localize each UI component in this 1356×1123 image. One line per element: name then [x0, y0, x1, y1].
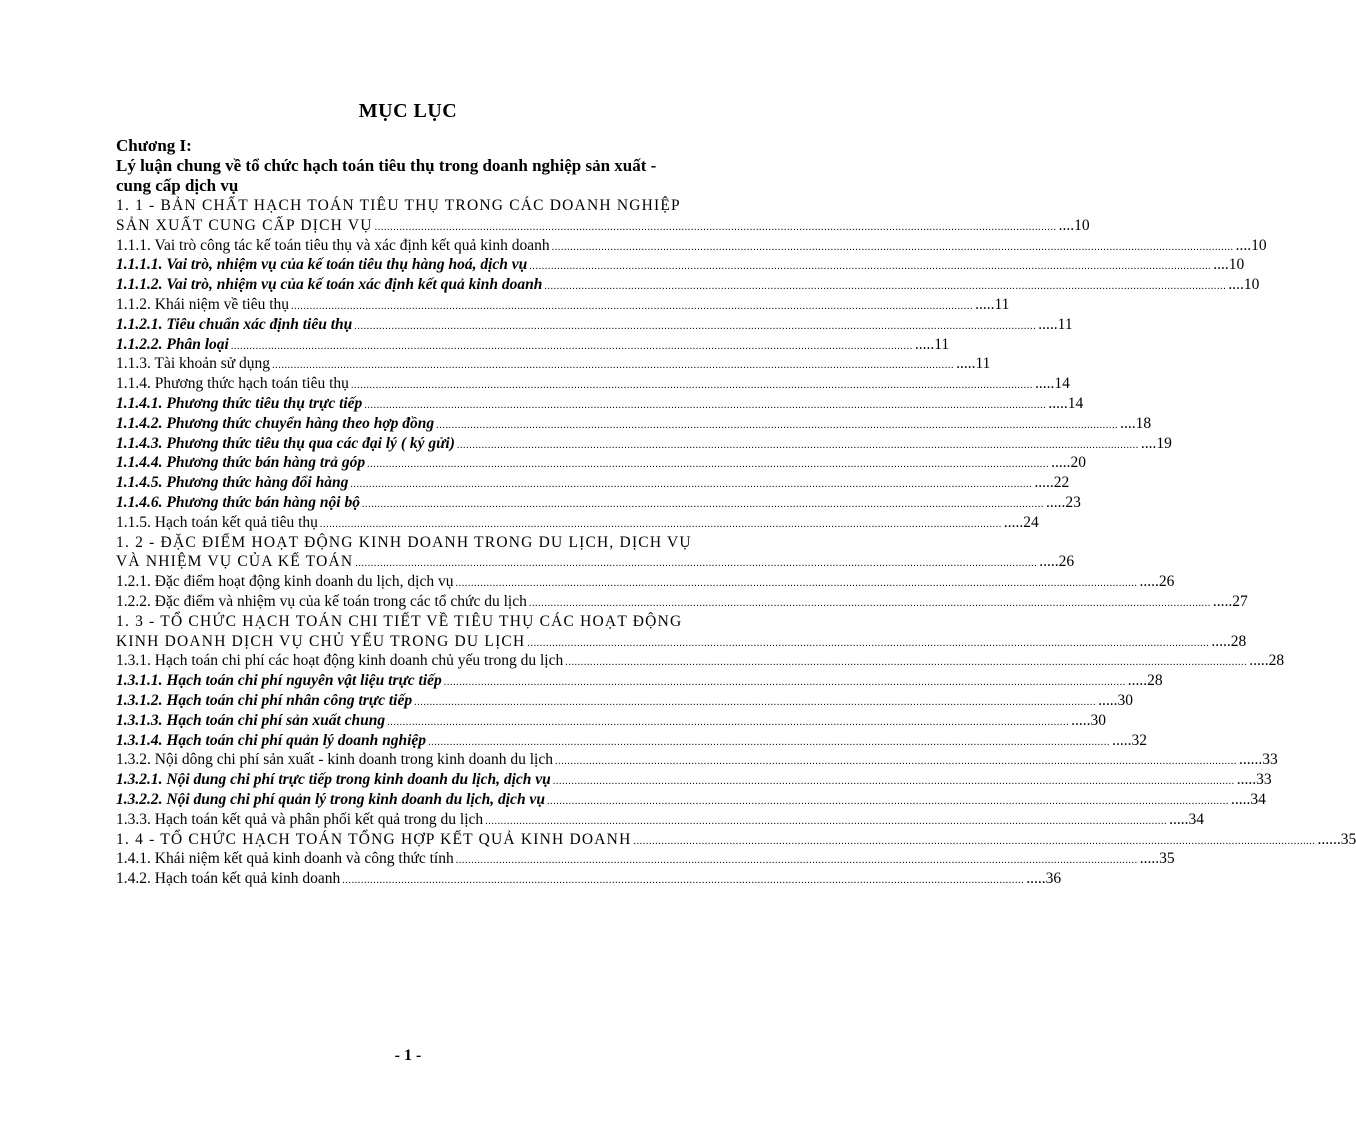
toc-leader-dots: ............................................................................................................................................................................................................................ — [633, 835, 1316, 847]
toc-leader-dots: ............................................................................................................................................................................................................................ — [455, 855, 1138, 867]
toc-leader-dots: ............................................................................................................................................................................................................................ — [374, 221, 1057, 233]
toc-entry[interactable] — [116, 731, 1147, 752]
table-of-contents — [116, 197, 1356, 890]
page-number: - 1 - — [394, 1047, 422, 1064]
toc-entry-title: 1.1.2.1. Tiêu chuẩn xác định tiêu thụ — [116, 315, 353, 333]
toc-entry-page: ......33 — [1238, 751, 1278, 769]
toc-entry-page: .....11 — [914, 335, 950, 353]
toc-entry-page: .....26 — [1039, 553, 1075, 571]
toc-entry[interactable] — [116, 315, 1073, 336]
toc-entry-page: ....10 — [1235, 236, 1267, 254]
toc-leader-dots: ............................................................................................................................................................................................................................ — [319, 518, 1002, 530]
page-title: MỤC LỤC — [358, 100, 458, 122]
toc-entry-page: .....14 — [1048, 394, 1084, 412]
toc-entry[interactable] — [116, 632, 1247, 653]
toc-leader-dots: ............................................................................................................................................................................................................................ — [455, 578, 1138, 590]
toc-entry-page: .....30 — [1071, 711, 1107, 729]
toc-leader-dots: ............................................................................................................................................................................................................................ — [361, 498, 1044, 510]
toc-entry[interactable] — [116, 771, 1272, 791]
toc-entry-page: ......35 — [1317, 830, 1356, 848]
toc-entry[interactable] — [116, 751, 1278, 771]
toc-entry-page: .....11 — [956, 355, 991, 373]
toc-entry-title: 1.3.2.2. Nội dung chi phí quản lý trong kinh doanh du lịch, dịch vụ — [116, 790, 545, 808]
toc-leader-dots: ............................................................................................................................................................................................................................ — [272, 360, 955, 372]
toc-leader-dots: ............................................................................................................................................................................................................................ — [485, 815, 1168, 827]
toc-entry[interactable] — [116, 256, 1245, 276]
toc-entry[interactable] — [116, 870, 1062, 890]
toc-entry[interactable] — [116, 454, 1086, 474]
toc-entry[interactable] — [116, 613, 762, 633]
toc-entry-title: 1. 4 - TỔ CHỨC HẠCH TOÁN TỔNG HỢP KẾT QUẢ KINH DOANH — [116, 830, 632, 848]
toc-entry-title: 1.1.4. Phương thức hạch toán tiêu thụ — [116, 375, 349, 393]
toc-entry[interactable] — [116, 335, 950, 356]
toc-entry[interactable] — [116, 414, 1152, 435]
toc-entry-page: .....11 — [975, 295, 1010, 313]
toc-leader-dots: ............................................................................................................................................................................................................................ — [367, 459, 1050, 471]
toc-leader-dots: ............................................................................................................................................................................................................................ — [355, 558, 1038, 570]
toc-entry-title: 1. 1 - BẢN CHẤT HẠCH TOÁN TIÊU THỤ TRONG CÁC DOANH NGHIỆP — [116, 197, 681, 214]
toc-entry[interactable] — [116, 553, 1075, 573]
toc-leader-dots: ............................................................................................................................................................................................................................ — [554, 756, 1237, 768]
toc-entry[interactable] — [116, 652, 1285, 672]
toc-entry-page: .....23 — [1045, 493, 1081, 511]
toc-entry[interactable] — [116, 394, 1084, 415]
toc-entry-title: 1.3.1.4. Hạch toán chi phí quản lý doanh nghiệp — [116, 731, 427, 749]
toc-entry-page: .....26 — [1139, 573, 1175, 591]
toc-entry-title: VÀ NHIỆM VỤ CỦA KẾ TOÁN — [116, 553, 354, 571]
toc-entry-page: ....10 — [1228, 276, 1260, 294]
toc-entry[interactable] — [116, 216, 1090, 237]
toc-leader-dots: ............................................................................................................................................................................................................................ — [552, 776, 1235, 788]
toc-entry-page: .....30 — [1098, 691, 1133, 709]
toc-entry[interactable] — [116, 355, 991, 375]
toc-entry[interactable] — [116, 850, 1175, 870]
toc-entry-title: 1.1.4.5. Phương thức hàng đổi hàng — [116, 474, 349, 492]
toc-entry-title: 1.4.1. Khái niệm kết quả kinh doanh và công thức tính — [116, 850, 454, 868]
toc-entry[interactable] — [116, 810, 1205, 831]
toc-entry[interactable] — [116, 534, 762, 554]
toc-leader-dots: ............................................................................................................................................................................................................................ — [546, 795, 1229, 807]
toc-entry[interactable] — [116, 672, 1163, 692]
toc-entry[interactable] — [116, 434, 1172, 455]
toc-entry-title: KINH DOANH DỊCH VỤ CHỦ YẾU TRONG DU LỊCH — [116, 632, 526, 650]
toc-entry[interactable] — [116, 276, 1260, 296]
toc-entry-title: 1.1.4.4. Phương thức bán hàng trả góp — [116, 454, 366, 472]
toc-entry-page: .....32 — [1112, 731, 1147, 749]
toc-leader-dots: ............................................................................................................................................................................................................................ — [414, 696, 1097, 708]
toc-entry-page: ....19 — [1140, 434, 1172, 452]
toc-leader-dots: ............................................................................................................................................................................................................................ — [428, 736, 1111, 748]
toc-entry-page: .....14 — [1034, 375, 1070, 393]
toc-entry-title: 1.2.2. Đặc điểm và nhiệm vụ của kế toán trong các tổ chức du lịch — [116, 592, 527, 610]
toc-entry[interactable] — [116, 592, 1248, 613]
toc-entry-page: ....10 — [1058, 216, 1090, 234]
toc-leader-dots: ............................................................................................................................................................................................................................ — [350, 380, 1033, 392]
toc-entry[interactable] — [116, 513, 1039, 534]
toc-leader-dots: ............................................................................................................................................................................................................................ — [565, 657, 1248, 669]
toc-entry[interactable] — [116, 711, 1107, 732]
toc-entry-title: 1.1.1. Vai trò công tác kế toán tiêu thụ và xác định kết quả kinh doanh — [116, 236, 550, 254]
toc-leader-dots: ............................................................................................................................................................................................................................ — [350, 479, 1033, 491]
toc-leader-dots: ............................................................................................................................................................................................................................ — [443, 677, 1126, 689]
toc-entry[interactable] — [116, 691, 1133, 712]
toc-entry-page: .....24 — [1003, 513, 1039, 531]
toc-entry-page: ....18 — [1120, 414, 1152, 432]
toc-entry-title: 1.3.1.3. Hạch toán chi phí sản xuất chung — [116, 711, 386, 729]
chapter-title-line-2: cung cấp dịch vụ — [116, 176, 239, 195]
toc-entry-page: .....34 — [1230, 790, 1266, 808]
toc-entry-page: .....27 — [1212, 592, 1248, 610]
toc-entry-page: .....34 — [1169, 810, 1205, 828]
toc-entry-title: 1.1.1.1. Vai trò, nhiệm vụ của kế toán tiêu thụ hàng hoá, dịch vụ — [116, 256, 528, 274]
toc-leader-dots: ............................................................................................................................................................................................................................ — [544, 281, 1227, 293]
toc-entry-title: 1.1.4.2. Phương thức chuyển hàng theo hợp đồng — [116, 414, 435, 432]
toc-entry-title: 1.1.2. Khái niệm về tiêu thụ — [116, 295, 290, 313]
toc-entry[interactable] — [116, 493, 1081, 514]
toc-entry-page: .....28 — [1127, 672, 1163, 690]
toc-entry-title: 1.1.4.1. Phương thức tiêu thụ trực tiếp — [116, 394, 363, 412]
toc-leader-dots: ............................................................................................................................................................................................................................ — [230, 340, 913, 352]
toc-entry-title: SẢN XUẤT CUNG CẤP DỊCH VỤ — [116, 216, 373, 234]
toc-entry-page: .....22 — [1034, 474, 1070, 492]
chapter-label: Chương I: — [116, 136, 192, 155]
toc-entry-title: 1.1.2.2. Phân loại — [116, 335, 229, 353]
toc-entry-page: .....35 — [1139, 850, 1175, 868]
toc-leader-dots: ............................................................................................................................................................................................................................ — [527, 637, 1210, 649]
toc-leader-dots: ............................................................................................................................................................................................................................ — [528, 597, 1211, 609]
toc-entry[interactable] — [116, 474, 1070, 494]
toc-entry[interactable] — [116, 573, 1175, 593]
toc-entry[interactable] — [116, 295, 1010, 316]
toc-entry-title: 1.1.5. Hạch toán kết quả tiêu thụ — [116, 513, 318, 531]
toc-entry-page: .....11 — [1038, 315, 1073, 333]
toc-leader-dots: ............................................................................................................................................................................................................................ — [364, 399, 1047, 411]
toc-leader-dots: ............................................................................................................................................................................................................................ — [551, 241, 1234, 253]
toc-entry-page: .....20 — [1051, 454, 1086, 472]
toc-entry-title: 1. 2 - ĐẶC ĐIỂM HOẠT ĐỘNG KINH DOANH TRONG DU LỊCH, DỊCH VỤ — [116, 533, 692, 551]
chapter-title-line-1: Lý luận chung về tổ chức hạch toán tiêu thụ trong doanh nghiệp sản xuất - — [116, 156, 657, 175]
toc-entry[interactable] — [116, 790, 1266, 811]
toc-entry-page: .....28 — [1249, 652, 1285, 670]
toc-entry[interactable] — [116, 375, 1070, 395]
toc-leader-dots: ............................................................................................................................................................................................................................ — [354, 320, 1037, 332]
toc-entry-page: ....10 — [1213, 256, 1245, 274]
toc-entry-title: 1.3.1.2. Hạch toán chi phí nhân công trực tiếp — [116, 691, 413, 709]
toc-entry-title: 1.1.4.3. Phương thức tiêu thụ qua các đại lý ( ký gửi) — [116, 434, 455, 452]
toc-leader-dots: ............................................................................................................................................................................................................................ — [291, 300, 974, 312]
toc-entry-title: 1. 3 - TỔ CHỨC HẠCH TOÁN CHI TIẾT VỀ TIÊU THỤ CÁC HOẠT ĐỘNG — [116, 612, 683, 630]
toc-entry-page: .....36 — [1026, 870, 1062, 888]
toc-leader-dots: ............................................................................................................................................................................................................................ — [387, 716, 1070, 728]
toc-entry[interactable] — [116, 236, 1267, 257]
toc-entry-title: 1.3.2. Nội dông chi phí sản xuất - kinh doanh trong kinh doanh du lịch — [116, 751, 553, 769]
toc-entry-title: 1.1.1.2. Vai trò, nhiệm vụ của kế toán xác định kết quả kinh doanh — [116, 276, 543, 294]
toc-leader-dots: ............................................................................................................................................................................................................................ — [529, 261, 1212, 273]
toc-entry-page: .....33 — [1236, 771, 1272, 789]
toc-entry-title: 1.4.2. Hạch toán kết quả kinh doanh — [116, 870, 341, 888]
toc-entry-title: 1.1.4.6. Phương thức bán hàng nội bộ — [116, 493, 360, 511]
toc-entry-title: 1.3.1. Hạch toán chi phí các hoạt động kinh doanh chủ yếu trong du lịch — [116, 652, 564, 670]
toc-leader-dots: ............................................................................................................................................................................................................................ — [456, 439, 1139, 451]
toc-entry-title: 1.1.3. Tài khoản sử dụng — [116, 355, 271, 373]
toc-entry-title: 1.3.3. Hạch toán kết quả và phân phối kết quả trong du lịch — [116, 810, 484, 828]
toc-entry-title: 1.3.1.1. Hạch toán chi phí nguyên vật liệu trực tiếp — [116, 672, 442, 690]
toc-entry-page: .....28 — [1211, 632, 1247, 650]
toc-entry[interactable] — [116, 830, 1356, 851]
toc-entry-title: 1.3.2.1. Nội dung chi phí trực tiếp trong kinh doanh du lịch, dịch vụ — [116, 771, 551, 789]
toc-entry-title: 1.2.1. Đặc điểm hoạt động kinh doanh du lịch, dịch vụ — [116, 573, 454, 591]
toc-leader-dots: ............................................................................................................................................................................................................................ — [342, 875, 1025, 887]
toc-entry[interactable] — [116, 197, 762, 217]
toc-leader-dots: ............................................................................................................................................................................................................................ — [436, 419, 1119, 431]
